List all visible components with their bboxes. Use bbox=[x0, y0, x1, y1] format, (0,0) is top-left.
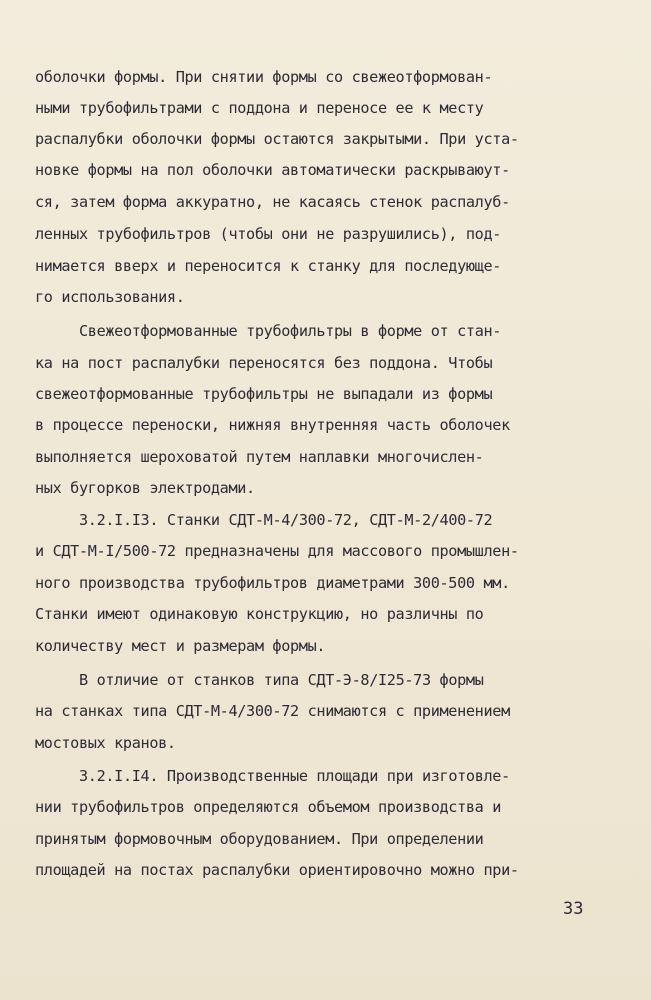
text-line-17: ного производства трубофильтров диаметрами 300-500 мм. bbox=[35, 574, 510, 592]
text-line-10: ка на пост распалубки переносятся без поддона. Чтобы bbox=[35, 354, 493, 372]
text-line-1: оболочки формы. При снятии формы со свежеотформован- bbox=[35, 68, 493, 86]
text-line-9: Свежеотформованные трубофильтры в форме от стан- bbox=[79, 322, 502, 340]
text-line-16: и СДТ-М-I/500-72 предназначены для массового промышлен- bbox=[35, 542, 519, 560]
text-line-20: В отличие от станков типа СДТ-Э-8/I25-73 формы bbox=[79, 671, 484, 689]
text-line-26: площадей на постах распалубки ориентировочно можно при- bbox=[35, 861, 519, 879]
page-number: 33 bbox=[563, 899, 584, 919]
text-line-14: ных бугорков электродами. bbox=[35, 479, 255, 497]
text-line-15: 3.2.I.I3. Станки СДТ-М-4/300-72, СДТ-М-2/400-72 bbox=[79, 511, 493, 529]
text-line-11: свежеотформованные трубофильтры не выпадали из формы bbox=[35, 385, 493, 403]
text-line-13: выполняется шероховатой путем наплавки многочислен- bbox=[35, 448, 484, 466]
text-line-24: нии трубофильтров определяются объемом производства и bbox=[35, 798, 502, 816]
text-line-22: мостовых кранов. bbox=[35, 734, 176, 752]
text-line-2: ными трубофильтрами с поддона и переносе ее к месту bbox=[35, 99, 484, 117]
text-line-3: распалубки оболочки формы остаются закрытыми. При уста- bbox=[35, 130, 519, 148]
text-line-4: новке формы на пол оболочки автоматически раскрываюут- bbox=[35, 161, 510, 179]
text-line-12: в процессе переноски, нижняя внутренняя часть оболочек bbox=[35, 416, 510, 434]
text-line-6: ленных трубофильтров (чтобы они не разрушились), под- bbox=[35, 225, 502, 243]
text-line-8: го использования. bbox=[35, 288, 185, 306]
text-line-18: Станки имеют одинаковую конструкцию, но различны по bbox=[35, 605, 484, 623]
text-line-25: принятым формовочным оборудованием. При определении bbox=[35, 830, 484, 848]
text-line-19: количеству мест и размерам формы. bbox=[35, 637, 326, 655]
text-line-5: ся, затем форма аккуратно, не касаясь стенок распалуб- bbox=[35, 193, 510, 211]
text-line-7: нимается вверх и переносится к станку для последующе- bbox=[35, 257, 502, 275]
text-line-21: на станках типа СДТ-М-4/300-72 снимаются с применением bbox=[35, 702, 510, 720]
text-line-23: 3.2.I.I4. Производственные площади при изготовле- bbox=[79, 767, 510, 785]
